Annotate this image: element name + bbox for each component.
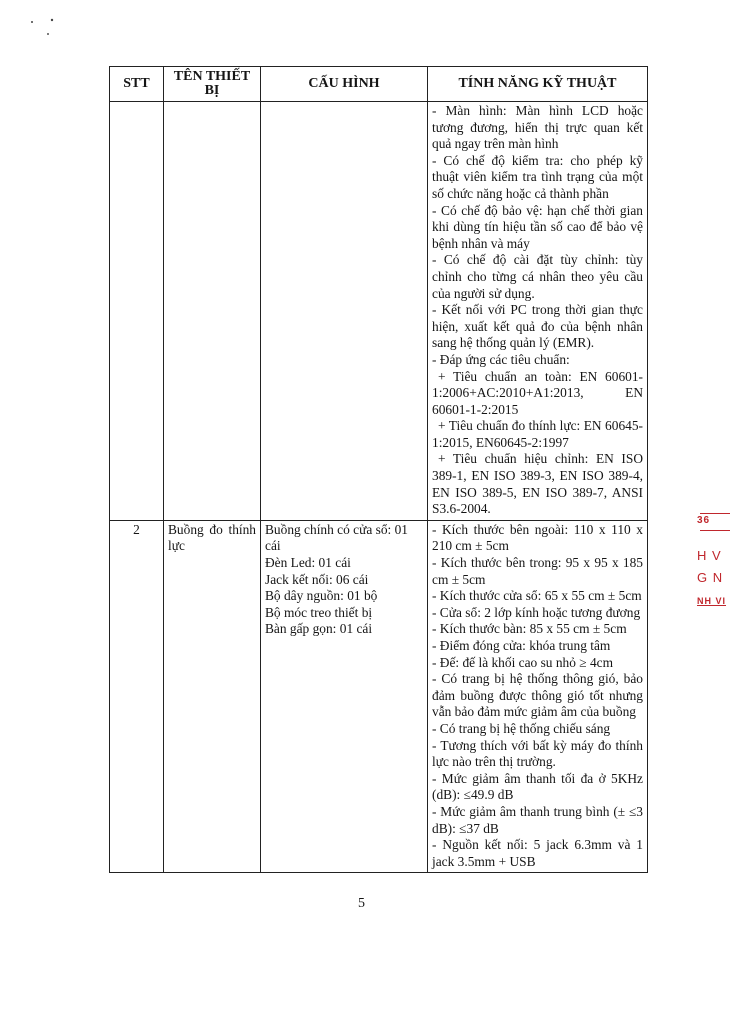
config-item: Bộ dây nguồn: 01 bộ bbox=[265, 588, 378, 604]
feature-item: + Tiêu chuẩn đo thính lực: EN 60645-1:2015, EN60645-2:1997 bbox=[432, 418, 643, 450]
feature-item: - Có chế độ kiểm tra: cho phép kỹ thuật viên kiểm tra tình trạng của một số chức năng hoặc cả thành phần bbox=[432, 152, 643, 201]
row2-name-cell: Buồng đo thính lực bbox=[164, 520, 261, 872]
feature-item: - Kích thước bàn: 85 x 55 cm ± 5cm bbox=[432, 621, 627, 637]
feature-item: - Có trang bị hệ thống chiếu sáng bbox=[432, 720, 611, 736]
config-item: Jack kết nối: 06 cái bbox=[265, 571, 369, 587]
feature-item: - Có chế độ bảo vệ: hạn chế thời gian khi dùng tín hiệu tần số cao để bảo vệ bệnh nhân và máy bbox=[432, 202, 643, 251]
red-stamp-fragment: G N bbox=[697, 570, 724, 585]
stamp-border-line bbox=[700, 513, 730, 514]
feature-item: - Kích thước bên trong: 95 x 95 x 185 cm ± 5cm bbox=[432, 555, 643, 587]
feature-item: - Kết nối với PC trong thời gian thực hiện, xuất kết quả đo của bệnh nhân sang hệ thống quản lý (EMR). bbox=[432, 302, 643, 351]
scan-speck-marks bbox=[28, 18, 60, 38]
table-header-row bbox=[110, 67, 648, 102]
row2-features-cell bbox=[428, 520, 648, 872]
feature-item: - Đế: đế là khối cao su nhỏ ≥ 4cm bbox=[432, 654, 614, 670]
feature-item: - Mức giảm âm thanh trung bình (± ≤3 dB): ≤37 dB bbox=[432, 803, 643, 836]
header-device-name: TÊN THIẾT BỊ bbox=[164, 67, 261, 102]
feature-item: - Có trang bị hệ thống thông gió, bảo đảm buồng được thông gió tốt nhưng vẫn bảo đảm mức giảm âm của buồng bbox=[432, 671, 643, 720]
feature-item: - Điểm đóng cửa: khóa trung tâm bbox=[432, 638, 611, 653]
feature-item: - Kích thước cửa sổ: 65 x 55 cm ± 5cm bbox=[432, 588, 642, 604]
red-stamp-fragment: H V bbox=[697, 548, 722, 563]
row1-config-cell bbox=[261, 102, 428, 521]
feature-item: - Có chế độ cài đặt tùy chỉnh: tùy chỉnh cho từng cá nhân theo yêu cầu của người sử dụng. bbox=[432, 252, 643, 301]
feature-item: + Tiêu chuẩn an toàn: EN 60601-1:2006+AC:2010+A1:2013, EN 60601-1-2:2015 bbox=[432, 368, 643, 417]
row1-name-cell bbox=[164, 102, 261, 521]
page-number: 5 bbox=[358, 896, 365, 911]
spec-table bbox=[109, 66, 648, 873]
table-row-1-continued bbox=[110, 102, 648, 521]
red-stamp-fragment: 36 bbox=[697, 515, 711, 526]
feature-item: - Tương thích với bất kỳ máy đo thính lực nào trên thị trường. bbox=[432, 737, 643, 770]
feature-item: - Kích thước bên ngoài: 110 x 110 x 210 cm ± 5cm bbox=[432, 521, 643, 554]
feature-item: - Cửa sổ: 2 lớp kính hoặc tương đương bbox=[432, 604, 641, 620]
row1-features-cell bbox=[428, 102, 648, 521]
config-item: Đèn Led: 01 cái bbox=[265, 555, 351, 571]
stamp-border-line bbox=[700, 530, 730, 531]
header-stt: STT bbox=[110, 67, 164, 102]
feature-item: - Mức giảm âm thanh tối đa ở 5KHz (dB): ≤49.9 dB bbox=[432, 770, 643, 803]
row2-config-cell bbox=[261, 520, 428, 872]
feature-item: - Nguồn kết nối: 5 jack 6.3mm và 1 jack 3.5mm + USB bbox=[432, 837, 643, 869]
feature-item: + Tiêu chuẩn hiệu chỉnh: EN ISO 389-1, EN ISO 389-3, EN ISO 389-4, EN ISO 389-5, EN ISO 389-7, ANSI S3.6-2004. bbox=[432, 451, 643, 517]
red-stamp-fragment: NH VI bbox=[697, 596, 727, 606]
table-row-2 bbox=[110, 520, 648, 872]
feature-item: - Đáp ứng các tiêu chuẩn: bbox=[432, 351, 570, 367]
header-technical-features: TÍNH NĂNG KỸ THUẬT bbox=[428, 67, 648, 102]
config-item: Buồng chính có cửa sổ: 01 cái bbox=[265, 521, 409, 554]
row1-stt-cell bbox=[110, 102, 164, 521]
config-item: Bàn gấp gọn: 01 cái bbox=[265, 621, 373, 637]
config-item: Bộ móc treo thiết bị bbox=[265, 604, 373, 620]
feature-item: - Màn hình: Màn hình LCD hoặc tương đương, hiển thị trực quan kết quả ngay trên màn hình bbox=[432, 103, 643, 152]
row2-stt-cell: 2 bbox=[110, 520, 164, 872]
header-configuration: CẤU HÌNH bbox=[261, 67, 428, 102]
